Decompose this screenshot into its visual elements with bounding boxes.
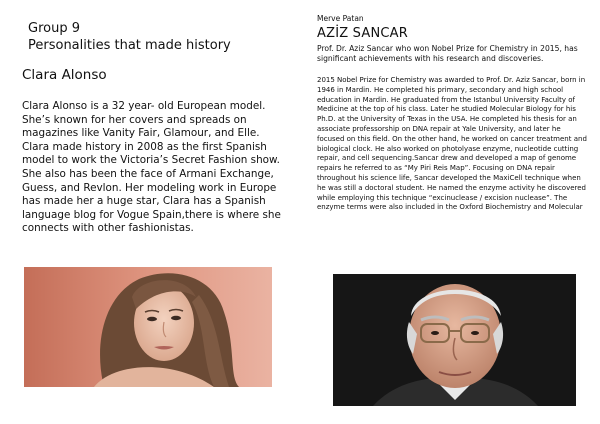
aziz-sancar-photo: [333, 274, 576, 406]
clara-alonso-heading: Clara Alonso: [22, 67, 107, 83]
portrait-woman-illustration: [24, 267, 272, 387]
aziz-sancar-bio: 2015 Nobel Prize for Chemistry was awarded to Prof. Dr. Aziz Sancar, born in 1946 in Mardin. He completed his primary, secondary and high school education in Mardin. He graduated from the Istanbul University Faculty of Medicine at the top of his class. Later he studied Molecular Biology for his Ph.D. at the University of Texas in the USA. He completed his thesis for an associate professorship on DNA repair at Yale University, and later he focused on this field. On the other hand, he worked on cancer treatment and biological clock. He also worked on photolyase enzyme, nucleotide cutting repair, and cell sequencing.Sancar drew and developed a map of genome repairs he referred to as “My Piri Reis Map”. Focusing on DNA repair throughout his science life, Sancar developed the MaxiCell technique when he was still a doctoral student. He named the enzyme activity he discovered while employing this technique “excinuclease / excision nuclease”. The enzyme terms were also included in the Oxford Biochemistry and Molecular: [317, 76, 587, 212]
clara-alonso-bio: Clara Alonso is a 32 year- old European model. She’s known for her covers and spreads on magazines like Vanity Fair, Glamour, and Elle. Clara made history in 2008 as the first Spanish model to work the Victoria’s Secret Fashion show. She also has been the face of Armani Exchange, Guess, and Revlon. Her modeling work in Europe has made her a huge star, Clara has a Spanish language blog for Vogue Spain,there is where she connects with other fashionistas.: [22, 100, 281, 235]
aziz-sancar-lead: Prof. Dr. Aziz Sancar who won Nobel Prize for Chemistry in 2015, has significant achievements with his research and discoveries.: [317, 44, 578, 64]
author-name: Merve Patan: [317, 14, 364, 23]
aziz-sancar-heading: AZİZ SANCAR: [317, 26, 408, 41]
portrait-man-illustration: [333, 274, 576, 406]
group-title: [28, 20, 231, 54]
clara-alonso-photo: [24, 267, 272, 387]
group-number: Group 9: [28, 21, 80, 36]
group-subtitle: Personalities that made history: [28, 38, 231, 53]
